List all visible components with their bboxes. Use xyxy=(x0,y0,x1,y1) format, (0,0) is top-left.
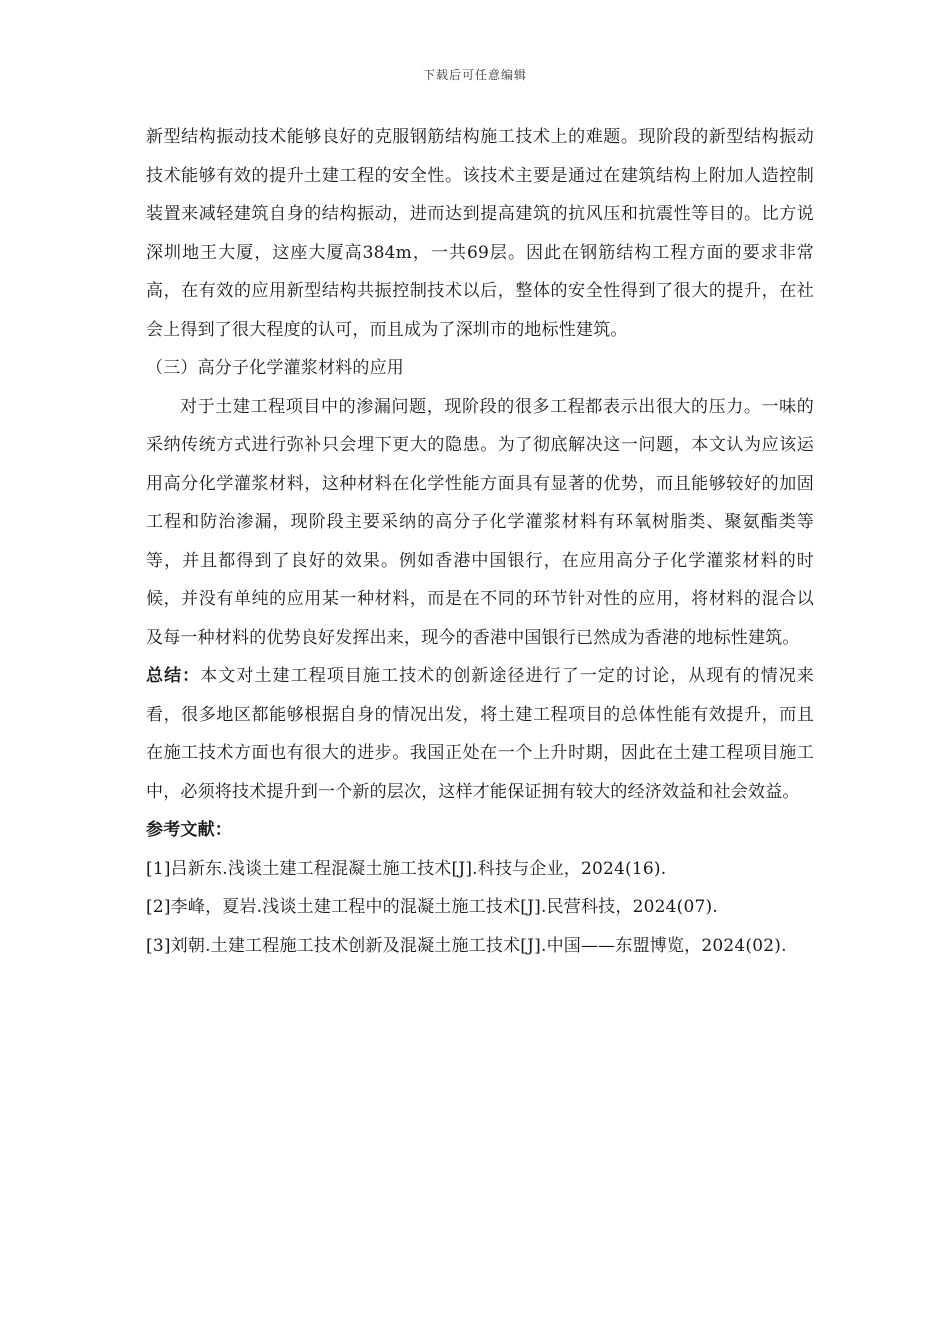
paragraph-structural-vibration: 新型结构振动技术能够良好的克服钢筋结构施工技术上的难题。现阶段的新型结构振动技术能够有效的提升土建工程的安全性。该技术主要是通过在建筑结构上附加人造控制装置来减轻建筑自身的结构振动，进而达到提高建筑的抗风压和抗震性等目的。比方说深圳地王大厦，这座大厦高384m，一共69层。因此在钢筋结构工程方面的要求非常高，在有效的应用新型结构共振控制技术以后，整体的安全性得到了很大的提升，在社会上得到了很大程度的认可，而且成为了深圳市的地标性建筑。 xyxy=(146,127,814,340)
header-note: 下载后可任意编辑 xyxy=(422,68,527,82)
reference-item: [2]李峰，夏岩.浅谈土建工程中的混凝土施工技术[J].民营科技，2024(07). xyxy=(146,897,718,917)
reference-item: [3]刘朝.土建工程施工技术创新及混凝土施工技术[J].中国——东盟博览，2024(02). xyxy=(146,935,787,956)
reference-item: [1]吕新东.浅谈土建工程混凝土施工技术[J].科技与企业，2024(16). xyxy=(146,858,667,879)
section-heading-grouting: （三）高分子化学灌浆材料的应用 xyxy=(146,358,404,378)
references-heading: 参考文献： xyxy=(146,820,232,840)
document-body xyxy=(146,118,814,965)
paragraph-grouting-materials: 对于土建工程项目中的渗漏问题，现阶段的很多工程都表示出很大的压力。一味的采纳传统方式进行弥补只会埋下更大的隐患。为了彻底解决这一问题，本文认为应该运用高分化学灌浆材料，这种材料在化学性能方面具有显著的优势，而且能够较好的加固工程和防治渗漏，现阶段主要采纳的高分子化学灌浆材料有环氧树脂类、聚氨酯类等等，并且都得到了良好的效果。例如香港中国银行，在应用高分子化学灌浆材料的时候，并没有单纯的应用某一种材料，而是在不同的环节针对性的应用，将材料的混合以及每一种材料的优势良好发挥出来，现今的香港中国银行已然成为香港的地标性建筑。 xyxy=(146,396,814,648)
summary-label: 总结： xyxy=(146,666,201,686)
summary-text: 本文对土建工程项目施工技术的创新途径进行了一定的讨论，从现有的情况来看，很多地区都能够根据自身的情况出发，将土建工程项目的总体性能有效提升，而且在施工技术方面也有很大的进步。我国正处在一个上升时期，因此在土建工程项目施工中，必须将技术提升到一个新的层次，这样才能保证拥有较大的经济效益和社会效益。 xyxy=(146,666,814,802)
paragraph-summary xyxy=(146,657,814,811)
